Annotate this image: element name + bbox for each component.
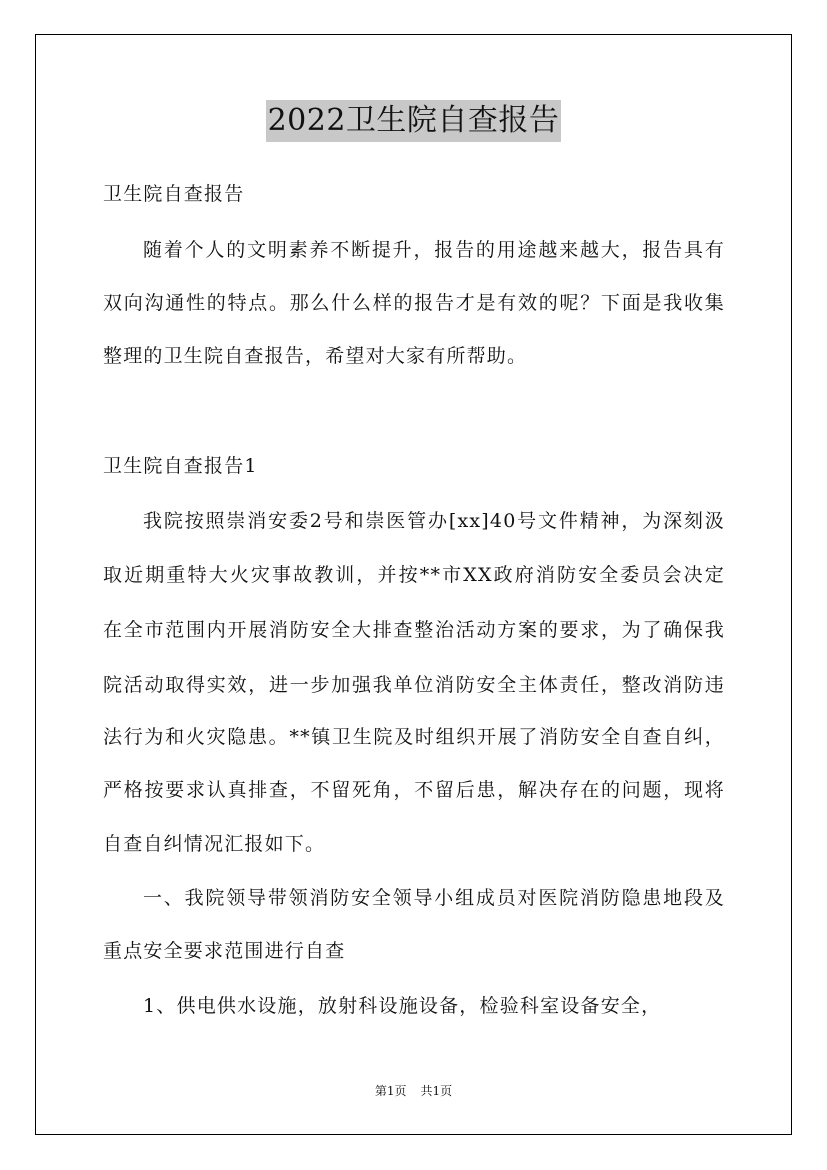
body-line-6: 严格按要求认真排查，不留死角，不留后患，解决存在的问题，现将 [103,779,725,801]
intro-line-2: 双向沟通性的特点。那么什么样的报告才是有效的呢？下面是我收集 [103,292,725,314]
sub-item-line: 1、供电供水设施，放射科设施设备，检验科室设备安全， [143,995,662,1017]
section-heading: 卫生院自查报告1 [103,455,258,477]
subtitle-line: 卫生院自查报告 [103,183,245,205]
page-footer [0,1083,827,1099]
intro-line-3: 整理的卫生院自查报告，希望对大家有所帮助。 [103,345,528,367]
page-total: 共1页 [420,1084,453,1098]
title-container [0,100,827,142]
document-title: 2022卫生院自查报告 [266,100,562,142]
body-line-1: 我院按照崇消安委2号和崇医管办[xx]40号文件精神，为深刻汲 [143,510,725,532]
body-line-5: 法行为和火灾隐患。**镇卫生院及时组织开展了消防安全自查自纠， [103,726,725,748]
body-line-7: 自查自纠情况汇报如下。 [103,833,326,855]
body-line-3: 在全市范围内开展消防安全大排查整治活动方案的要求，为了确保我 [103,619,725,641]
intro-line-1: 随着个人的文明素养不断提升，报告的用途越来越大，报告具有 [143,239,725,261]
body-line-4: 院活动取得实效，进一步加强我单位消防安全主体责任，整改消防违 [103,674,725,696]
body-line-2: 取近期重特大火灾事故教训，并按**市XX政府消防安全委员会决定 [103,564,725,586]
page-number: 第1页 [374,1084,407,1098]
item-line-1: 一、我院领导带领消防安全领导小组成员对医院消防隐患地段及 [143,887,725,909]
item-line-2: 重点安全要求范围进行自查 [103,940,346,962]
